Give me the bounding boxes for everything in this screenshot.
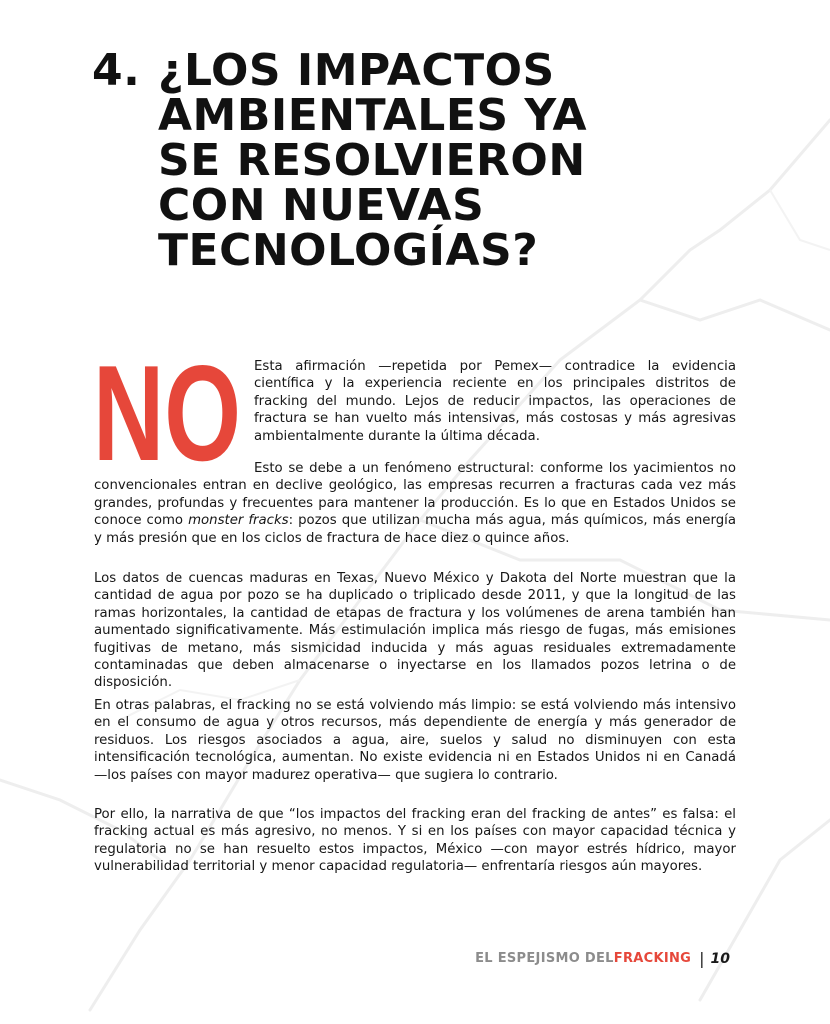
footer-brand-red: FRACKING	[613, 951, 692, 966]
monster-fracks-term: monster fracks	[188, 513, 289, 529]
page-number: 10	[710, 950, 730, 967]
paragraph-5: Por ello, la narrativa de que “los impactos del fracking eran del fracking de antes” es falsa: el fracking actual es más agresivo, no menos. Y si en los países con mayor capacidad técnica y regulatoria no se han resuelto estos impactos, México —con mayor estrés hídrico, mayor vulnerabilidad territorial y menor capacidad regulatoria— enfrentaría riesgos aún mayores.	[94, 807, 736, 875]
paragraph-2-start: Esto se debe a un fenómeno estructural: conforme los yacimientos no convencionales entran en declive geológico, las empresas recurren a fracturas cada vez más grandes, profundas y frecuentes para mantener la producción. Es lo que en Estados Unidos se conoce como	[94, 461, 736, 529]
section-number: 4.	[92, 45, 141, 96]
dropcap-no	[93, 337, 241, 489]
section-heading	[92, 45, 732, 276]
dropcap-text: NO	[93, 337, 241, 489]
paragraph-1: Esta afirmación —repetida por Pemex— contradice la evidencia científica y la experiencia reciente en los principales distritos de fracking del mundo. Lejos de reducir impactos, las operaciones de fractura se han vuelto más intensivas, más costosas y más agresivas ambientalmente durante la última década.	[254, 359, 736, 444]
footer-separator: |	[699, 949, 705, 968]
page-footer	[475, 949, 730, 968]
paragraph-2-end: : pozos que utilizan mucha más agua, más químicos, más energía y más presión que en los ciclos de fractura de hace diez o quince años.	[94, 513, 736, 546]
paragraph-2	[94, 460, 736, 547]
paragraph-3: Los datos de cuencas maduras en Texas, Nuevo México y Dakota del Norte muestran que la cantidad de agua por pozo se ha duplicado o triplicado desde 2011, y que la longitud de las ramas horizontales, la cantidad de etapas de fractura y los volúmenes de arena también han aumentado significativamente. Más estimulación implica más riesgo de fugas, más emisiones fugitivas de metano, más sismicidad inducida y más aguas residuales extremadamente contaminadas que deben almacenarse o inyectarse en los llamados pozos letrina o de disposición.	[94, 571, 736, 691]
paragraph-4: En otras palabras, el fracking no se está volviendo más limpio: se está volviendo más intensivo en el consumo de agua y otros recursos, más dependiente de energía y más generador de residuos. Los riesgos asociados a agua, aire, suelos y salud no disminuyen con esta intensificación tecnológica, aumentan. No existe evidencia ni en Estados Unidos ni en Canadá —los países con mayor madurez operativa— que sugiera lo contrario.	[94, 698, 736, 783]
section-title: ¿LOS IMPACTOS AMBIENTALES YA SE RESOLVIERON CON NUEVAS TECNOLOGÍAS?	[158, 45, 588, 276]
footer-brand-gray: EL ESPEJISMO DEL	[475, 951, 614, 966]
